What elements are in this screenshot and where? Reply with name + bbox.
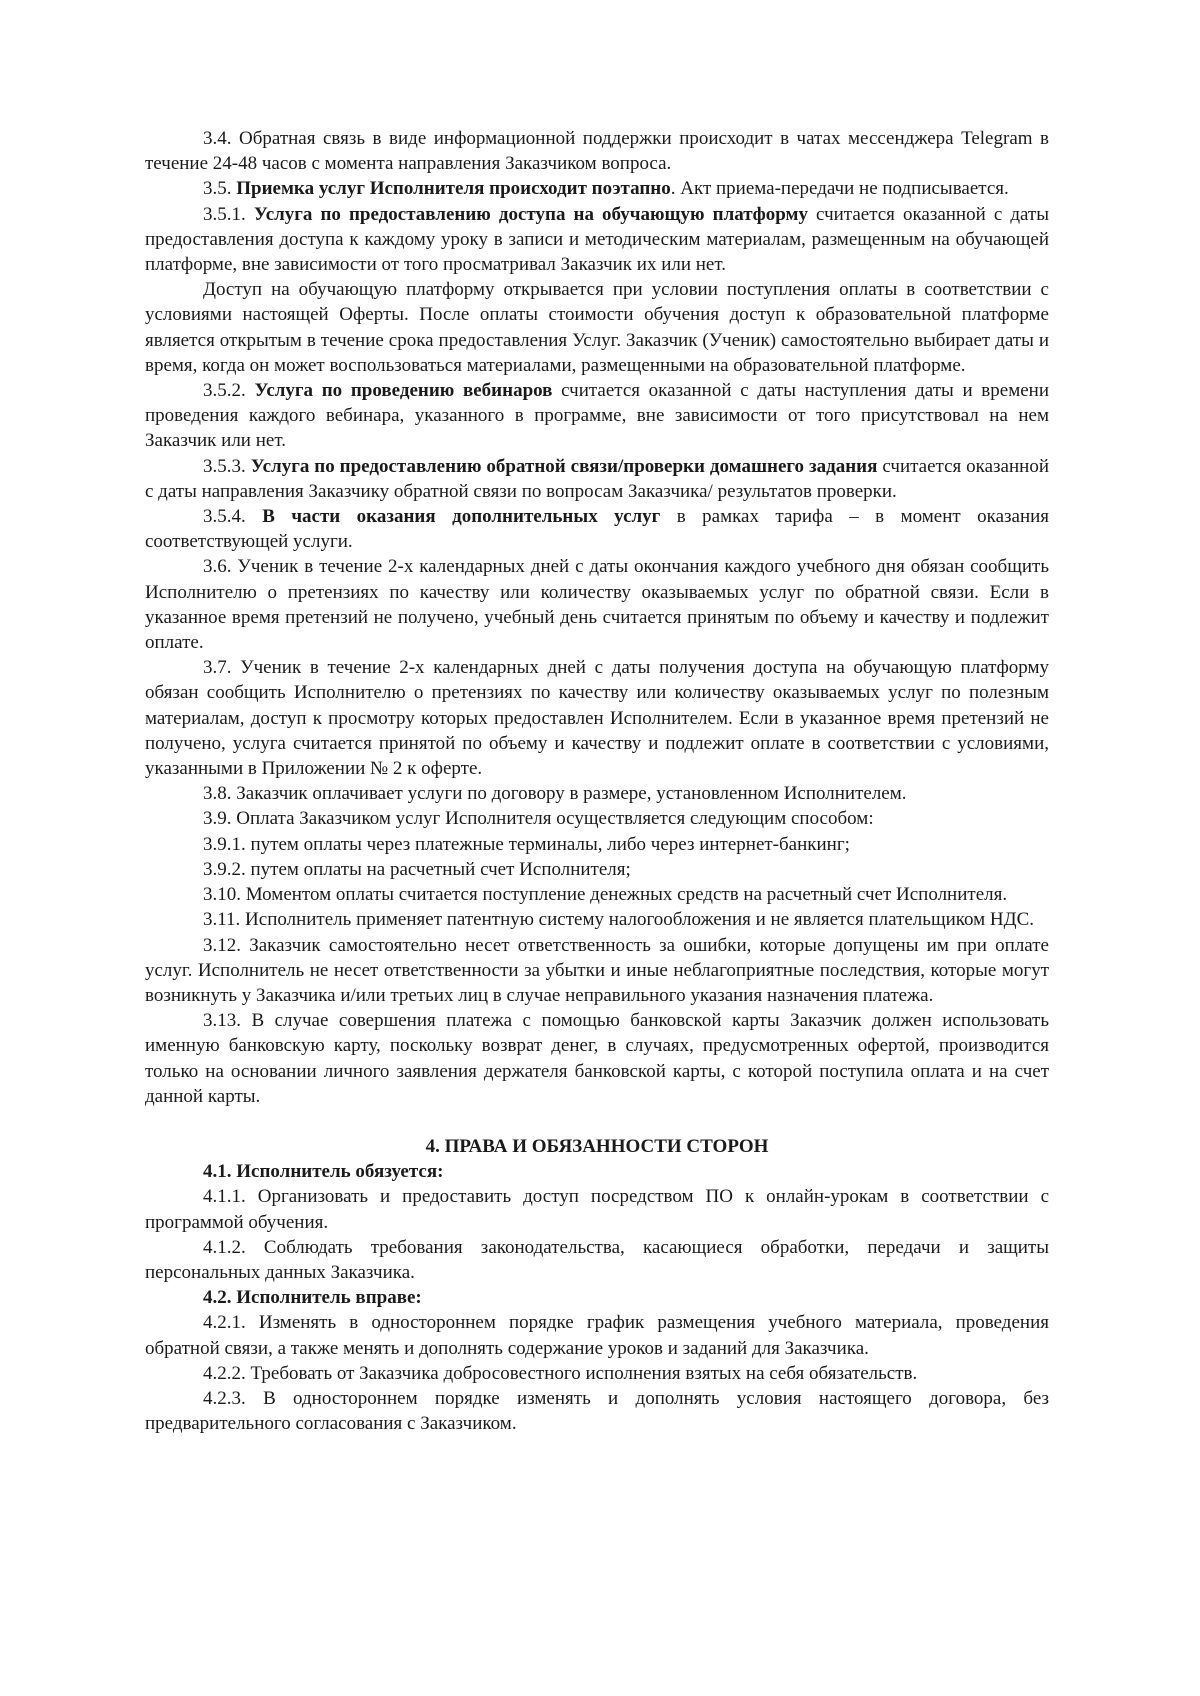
document-body (145, 126, 1049, 1436)
section-heading (145, 1134, 1049, 1159)
text-run: считается оказанной с даты направления Заказчику обратной связи по вопросам Заказчика/ результатов проверки. (145, 455, 1049, 502)
text-run: 3.5. (203, 178, 237, 200)
text-run: 4.1.2. Соблюдать требования законодательства, касающиеся обработки, передачи и защиты персональных данных Заказчика. (145, 1236, 1049, 1283)
text-run: 4. ПРАВА И ОБЯЗАННОСТИ СТОРОН (425, 1135, 769, 1157)
text-run: 3.9.1. путем оплаты через платежные терминалы, либо через интернет-банкинг; (203, 833, 850, 855)
paragraph-p3-9-1 (145, 832, 1049, 857)
paragraph-p4-1 (145, 1159, 1049, 1184)
text-run: 3.12. Заказчик самостоятельно несет ответственность за ошибки, которые допущены им при оплате услуг. Исполнитель не несет ответственности за убытки и иные неблагоприятные последствия, которые могут возникнуть у Заказчика и/или третьих лиц в случае неправильного указания назначения платежа. (145, 934, 1049, 1006)
text-run: 4.2.2. Требовать от Заказчика добросовестного исполнения взятых на себя обязательств. (203, 1362, 918, 1384)
text-run: 3.10. Моментом оплаты считается поступление денежных средств на расчетный счет Исполнителя. (203, 884, 1008, 906)
text-run: 3.8. Заказчик оплачивает услуги по договору в размере, установленном Исполнителем. (203, 783, 907, 805)
text-run: 3.9.2. путем оплаты на расчетный счет Исполнителя; (203, 858, 631, 880)
paragraph-p3-4 (145, 126, 1049, 176)
paragraph-p3-5-4 (145, 504, 1049, 554)
text-run: 3.4. Обратная связь в виде информационной поддержки происходит в чатах мессенджера Telegram в течение 24-48 часов с момента направления Заказчиком вопроса. (145, 128, 1049, 175)
bold-text: Приемка услуг Исполнителя происходит поэтапно (236, 178, 671, 200)
paragraph-p-access (145, 277, 1049, 378)
paragraph-p3-12 (145, 933, 1049, 1009)
paragraph-p4-2 (145, 1285, 1049, 1310)
paragraph-p3-5-2 (145, 378, 1049, 454)
text-run: 3.13. В случае совершения платежа с помощью банковской карты Заказчик должен использовать именную банковскую карту, поскольку возврат денег, в случаях, предусмотренных офертой, производится только на основании личного заявления держателя банковской карты, с которой поступила оплата и на счет данной карты. (145, 1010, 1049, 1107)
paragraph-p3-7 (145, 655, 1049, 781)
paragraph-p3-13 (145, 1008, 1049, 1109)
bold-text: Услуга по предоставлению обратной связи/проверки домашнего задания (250, 455, 878, 477)
text-run: 4.1.1. Организовать и предоставить доступ посредством ПО к онлайн-урокам в соответствии с программой обучения. (145, 1186, 1049, 1233)
paragraph-p3-8 (145, 781, 1049, 806)
paragraph-p4-1-1 (145, 1184, 1049, 1234)
text-run: в рамках тарифа – в момент оказания соответствующей услуги. (145, 506, 1050, 553)
paragraph-p3-9-2 (145, 857, 1049, 882)
paragraph-p3-5-3 (145, 454, 1049, 504)
text-run: Доступ на обучающую платформу открывается при условии поступления оплаты в соответствии с условиями настоящей Оферты. После оплаты стоимости обучения доступ к образовательной платформе является открытым в течение срока предоставления Услуг. Заказчик (Ученик) самостоятельно выбирает даты и время, когда он может воспользоваться материалами, размещенными на образовательной платформе. (145, 279, 1049, 376)
text-run: 3.9. Оплата Заказчиком услуг Исполнителя осуществляется следующим способом: (203, 808, 874, 830)
text-run: считается оказанной с даты наступления даты и времени проведения каждого вебинара, указанного в программе, вне зависимости от того присутствовал на нем Заказчик или нет. (145, 380, 1049, 452)
paragraph-p4-2-3 (145, 1386, 1049, 1436)
text-run: 3.6. Ученик в течение 2-х календарных дней с даты окончания каждого учебного дня обязан сообщить Исполнителю о претензиях по качеству или количеству оказываемых услуг по обратной связи. Если в указанное время претензий не получено, учебный день считается принятым по объему и качеству и подлежит оплате. (145, 556, 1049, 654)
bold-text: 4.2. Исполнитель вправе: (203, 1287, 422, 1309)
paragraph-p3-11 (145, 907, 1049, 932)
paragraph-p3-5-1 (145, 202, 1049, 278)
text-run: 4.2.3. В одностороннем порядке изменять и дополнять условия настоящего договора, без предварительного согласования с Заказчиком. (145, 1387, 1049, 1435)
paragraph-p3-10 (145, 882, 1049, 907)
text-run: считается оказанной с даты предоставления доступа к каждому уроку в записи и методическим материалам, размещенным на обучающей платформе, вне зависимости от того просматривал Заказчик их или нет. (145, 203, 1049, 276)
paragraph-p4-2-1 (145, 1310, 1049, 1360)
text-run: 3.11. Исполнитель применяет патентную систему налогообложения и не является плательщиком НДС. (203, 909, 1035, 931)
text-run: 3.5.1. (203, 203, 254, 225)
bold-text: В части оказания дополнительных услуг (262, 506, 661, 528)
paragraph-p3-9 (145, 806, 1049, 831)
bold-text: 4.1. Исполнитель обязуется: (203, 1161, 444, 1183)
text-run: . Акт приема-передачи не подписывается. (670, 178, 1009, 200)
bold-text: Услуга по проведению вебинаров (254, 380, 553, 402)
paragraph-p4-2-2 (145, 1361, 1049, 1386)
paragraph-p3-5 (145, 176, 1049, 201)
text-run: 4.2.1. Изменять в одностороннем порядке график размещения учебного материала, проведения обратной связи, а также менять и дополнять содержание уроков и заданий для Заказчика. (145, 1312, 1049, 1359)
paragraph-p3-6 (145, 554, 1049, 655)
text-run: 3.5.3. (203, 455, 251, 477)
paragraph-p4-1-2 (145, 1235, 1049, 1285)
text-run: 3.7. Ученик в течение 2-х календарных дней с даты получения доступа на обучающую платформу обязан сообщить Исполнителю о претензиях по качеству или количеству оказываемых услуг по полезным материалам, доступ к просмотру которых предоставлен Исполнителем. Если в указанное время претензий не получено, услуга считается принятой по объему и качеству и подлежит оплате в соответствии с условиями, указанными в Приложении № 2 к оферте. (145, 657, 1049, 780)
text-run: 3.5.4. (203, 506, 263, 528)
bold-text: Услуга по предоставлению доступа на обучающую платформу (253, 203, 808, 225)
text-run: 3.5.2. (203, 380, 255, 402)
